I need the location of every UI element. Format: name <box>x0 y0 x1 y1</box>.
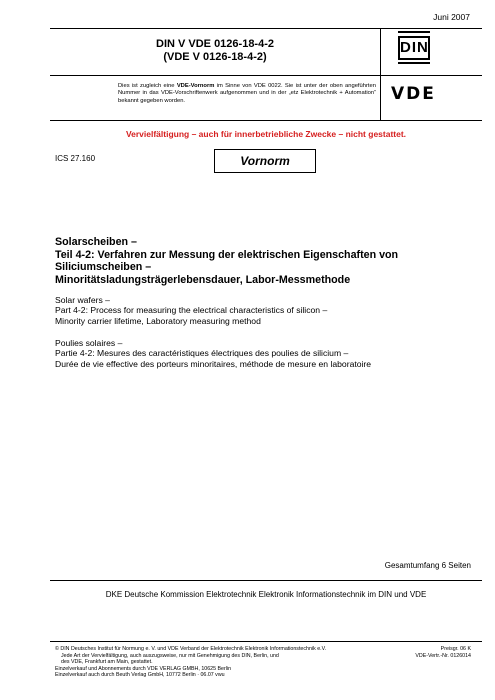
committee-rule <box>50 580 482 581</box>
title-en-line: Solar wafers – <box>55 295 110 305</box>
title-en-line: Part 4-2: Process for measuring the electrical characteristics of silicon – <box>55 305 328 316</box>
vde-logo: VDE <box>391 84 436 104</box>
header-top-rule <box>50 28 482 29</box>
footer-price-info <box>415 646 471 659</box>
din-logo-bottom-bar <box>398 62 430 64</box>
din-logo-top-bar <box>398 31 430 33</box>
title-french <box>55 338 485 369</box>
footer-line: Jede Art der Vervielfältigung, auch auszugsweise, nur mit Genehmigung des DIN, Berlin, und <box>61 652 279 659</box>
total-pages: Gesamtumfang 6 Seiten <box>384 561 471 570</box>
ics-code: ICS 27.160 <box>55 154 96 163</box>
committee-name: DKE Deutsche Kommission Elektrotechnik Elektronik Informationstechnik im DIN und VDE <box>105 590 427 599</box>
footer-rule <box>50 641 482 642</box>
title-fr-line: Durée de vie effective des porteurs minoritaires, méthode de mesure en laboratoire <box>55 358 372 369</box>
title-german <box>55 236 485 286</box>
standard-alt-number: (VDE V 0126-18-4-2) <box>163 51 267 63</box>
title-english <box>55 295 485 326</box>
header-divider <box>380 28 381 120</box>
footer-line: Einzelverkauf und Abonnements durch VDE VERLAG GMBH, 10625 Berlin <box>55 665 232 672</box>
title-de-line: Siliciumscheiben – <box>55 261 152 273</box>
vde-distribution-number: VDE-Vertr.-Nr. 0126014 <box>415 652 471 659</box>
header-bottom-rule <box>50 120 482 121</box>
header-middle-rule <box>50 75 482 76</box>
price-group: Preisgr. 06 K <box>440 646 471 652</box>
footer-line: © DIN Deutsches Institut für Normung e. V. und VDE Verband der Elektrotechnik Elektronik Informationstechnik e.V. <box>55 646 327 652</box>
title-fr-line: Partie 4-2: Mesures des caractéristiques électriques des poulies de silicium – <box>55 348 349 359</box>
din-logo: DIN <box>398 36 430 60</box>
title-de-line: Teil 4-2: Verfahren zur Messung der elektrischen Eigenschaften von <box>55 248 399 261</box>
footer-copyright <box>55 646 395 679</box>
intro-text-part2: im Sinne von VDE 0022. Sie ist unter der oben angeführten Nummer in das VDE-Vorschriftenwerk aufgenommen und in der „etz Elektrotechnik + Automation“ bekannt gegeben worden. <box>118 83 376 104</box>
title-en-line: Minority carrier lifetime, Laboratory measuring method <box>55 315 261 326</box>
publication-date: Juni 2007 <box>433 12 470 22</box>
intro-text <box>118 83 376 105</box>
intro-text-part1: Dies ist zugleich eine <box>118 83 177 89</box>
title-de-line: Minoritätsladungsträgerlebensdauer, Labor-Messmethode <box>55 273 351 286</box>
standard-number: DIN V VDE 0126-18-4-2 <box>156 38 274 50</box>
title-fr-line: Poulies solaires – <box>55 338 123 348</box>
footer-line: des VDE, Frankfurt am Main, gestattet. <box>61 659 153 666</box>
intro-text-bold: VDE-Vornorm <box>176 83 215 89</box>
footer-line: Einzelverkauf auch durch Beuth Verlag GmbH, 10772 Berlin · 06.07 vwu <box>55 672 225 679</box>
document-type-box: Vornorm <box>214 149 316 173</box>
copy-notice: Vervielfältigung – auch für innerbetriebliche Zwecke – nicht gestattet. <box>125 129 407 139</box>
title-de-line: Solarscheiben – <box>55 236 137 248</box>
